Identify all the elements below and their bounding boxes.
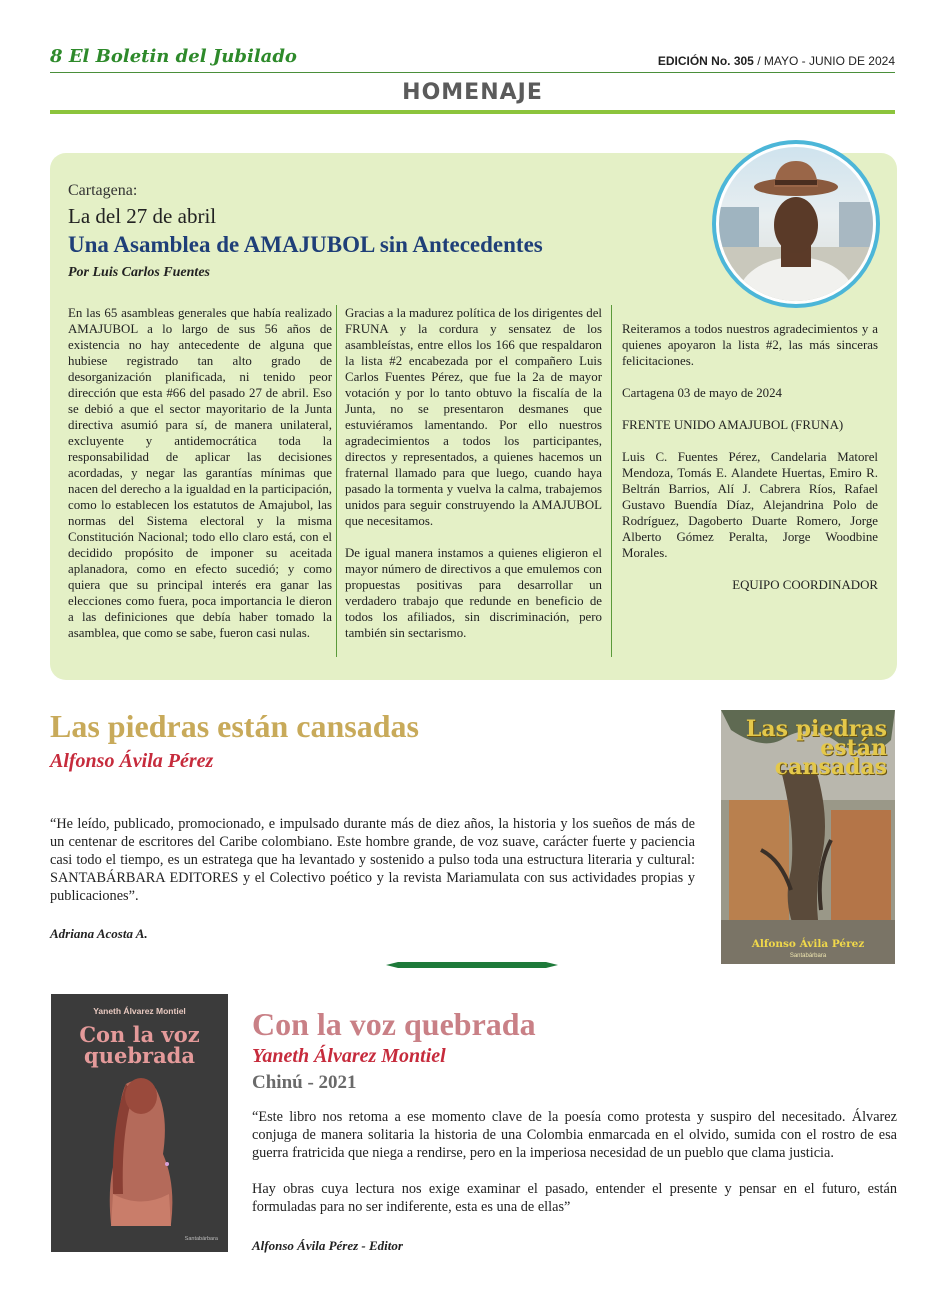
section-title: HOMENAJE: [402, 80, 543, 105]
book2-signature: Alfonso Ávila Pérez - Editor: [252, 1238, 403, 1253]
author-photo: [712, 140, 880, 308]
article-column-1: [68, 305, 332, 657]
book1-signature: Adriana Acosta A.: [50, 926, 148, 941]
book2-cover-author: Yaneth Álvarez Montiel: [93, 1006, 186, 1016]
portrait-illustration: [719, 147, 873, 301]
book2-review-paragraph: Hay obras cuya lectura nos exige examinar el pasado, entender el presente y pensar en el futuro, están formuladas para no ser indiferente, esta es una de ellas”: [252, 1181, 897, 1215]
book2-cover: [51, 994, 228, 1252]
header-rule: [50, 72, 895, 73]
publication-name: El Boletin del Jubilado: [68, 46, 297, 67]
article-col3-date: Cartagena 03 de mayo de 2024: [622, 386, 783, 400]
article-city: Cartagena:: [68, 182, 138, 199]
article-col2-paragraph: Gracias a la madurez política de los dirigentes del FRUNA y la cordura y sensatez de los asambleístas, entre ellos los 166 que respaldaron la lista #2 encabezada por el compañero Luis Carlos Fuentes Pérez, que fue la 2a de mayor votación y por lo tanto obtuvo la fiscalía de la Junta, no se presentaron desmanes que estuviéramos lamentando. Por ello nuestros agradecimientos a todos los participantes, directos y representados, a quienes hacemos un fraternal llamado para que luego, cuando haya pasado la tormenta y vuelva la calma, trabajemos unidos para seguir construyendo la AMAJUBOL que necesitamos.: [345, 306, 602, 528]
book1-title: Las piedras están cansadas: [50, 708, 419, 744]
article-column-2: [345, 305, 602, 657]
article-col3-org: FRENTE UNIDO AMAJUBOL (FRUNA): [622, 418, 844, 432]
section-rule: [50, 110, 895, 114]
book1-cover-author: Alfonso Ávila Pérez: [751, 938, 865, 950]
article-author: Por Luis Carlos Fuentes: [68, 265, 210, 280]
edition-info: [658, 54, 895, 68]
book1-author: Alfonso Ávila Pérez: [50, 750, 214, 772]
book1-quote: “He leído, publicado, promocionado, e impulsado durante más de diez años, la historia y los sueños de más de un centenar de escritores del Caribe colombiano. Este hombre grande, de voz suave, carácter fuerte y paciencia casi todo el tiempo, es un estratega que ha levantado y sostenido a pulso toda una estructura literaria y cultural: SANTABÁRBARA EDITORES y el Colectivo poético y la revista Mariamulata con sus actividades propias y publicaciones”.: [50, 816, 695, 904]
book2-cover-publisher: Santabárbara: [184, 1236, 218, 1242]
page-number: 8: [50, 46, 63, 67]
article-column-3: [622, 321, 878, 609]
book2-author: Yaneth Álvarez Montiel: [252, 1045, 446, 1067]
column-separator: [611, 305, 612, 657]
book2-cover-title: Con la voz quebrada: [79, 1022, 200, 1068]
book1-cover: [721, 710, 895, 964]
article-col3-paragraph: Reiteramos a todos nuestros agradecimientos y a quienes apoyaron la lista #2, las más sinceras felicitaciones.: [622, 322, 878, 368]
edition-date: / MAYO - JUNIO DE 2024: [757, 54, 895, 68]
masthead: [50, 46, 297, 67]
book2-review-paragraph: “Este libro nos retoma a ese momento clave de la poesía como protesta y suspiro del necesitado. Álvarez conjuga de manera solitaria la historia de una Colombia enmarcada en el olvido, sumida con el rostro de esa guerra fratricida que niega a rendirse, pero en la imperiosa necesidad de un pueblo que clama justicia.: [252, 1109, 897, 1161]
column-separator: [336, 305, 337, 657]
article-date-line: La del 27 de abril: [68, 204, 217, 228]
article-col3-signers: Luis C. Fuentes Pérez, Candelaria Matorel Mendoza, Tomás E. Alandete Huertas, Emiro R. Beltrán Barrios, Alí J. Cabrera Ríos, Rafael Gustavo Buendía Díaz, Alejandrina Polo de Rodríguez, Dagoberto Duarte Romero, Jorge Alberto Gómez Peralta, Jorge Woodbine Morales.: [622, 450, 878, 560]
book2-place-year: Chinú - 2021: [252, 1072, 357, 1093]
book2-title: Con la voz quebrada: [252, 1006, 536, 1042]
article-col2-paragraph: De igual manera instamos a quienes eligieron el mayor número de directivos a que emulemos con propuestas positivas para desarrollar un verdadero trabajo que redunde en beneficio de todos los afiliados, sin discriminación, pero también sin sectarismo.: [345, 546, 602, 640]
section-divider: [386, 962, 558, 968]
article-title: Una Asamblea de AMAJUBOL sin Antecedentes: [68, 232, 543, 257]
book1-cover-publisher: Santabárbara: [789, 953, 827, 959]
article-col3-signature: EQUIPO COORDINADOR: [732, 578, 878, 592]
book1-cover-title: Las piedras están cansadas: [745, 716, 887, 780]
book2-review: [252, 1108, 897, 1234]
edition-number: EDICIÓN No. 305: [657, 54, 754, 68]
article-col1-text: En las 65 asambleas generales que había realizado AMAJUBOL a lo largo de sus 56 años de existencia no hay antecedente de alguna que hubiese registrado tan alto grado de desorganización planificada, ni tenido peor dirección que esta #66 del pasado 27 de abril. Eso se debió a que el sector mayoritario de la Junta directiva asumió para sí, de manera unilateral, excluyente y antidemocrática toda la responsabilidad de aplicar las decisiones acordadas, y negar las garantías mínimas que nacen del derecho a la igualdad en la participación, como lo establecen los estatutos de Amajubol, las normas del Sistema electoral y la misma Constitución Nacional; todo ello claro está, con el decidido propósito de imponer su aceitada aplanadora, como en efecto sucedió; y como quiera que su principal interés era ganar las elecciones como fuera, poca importancia le dieron a las definiciones que debía haber tomado la asamblea, que como se sabe, fueron casi nulas.: [68, 306, 332, 640]
